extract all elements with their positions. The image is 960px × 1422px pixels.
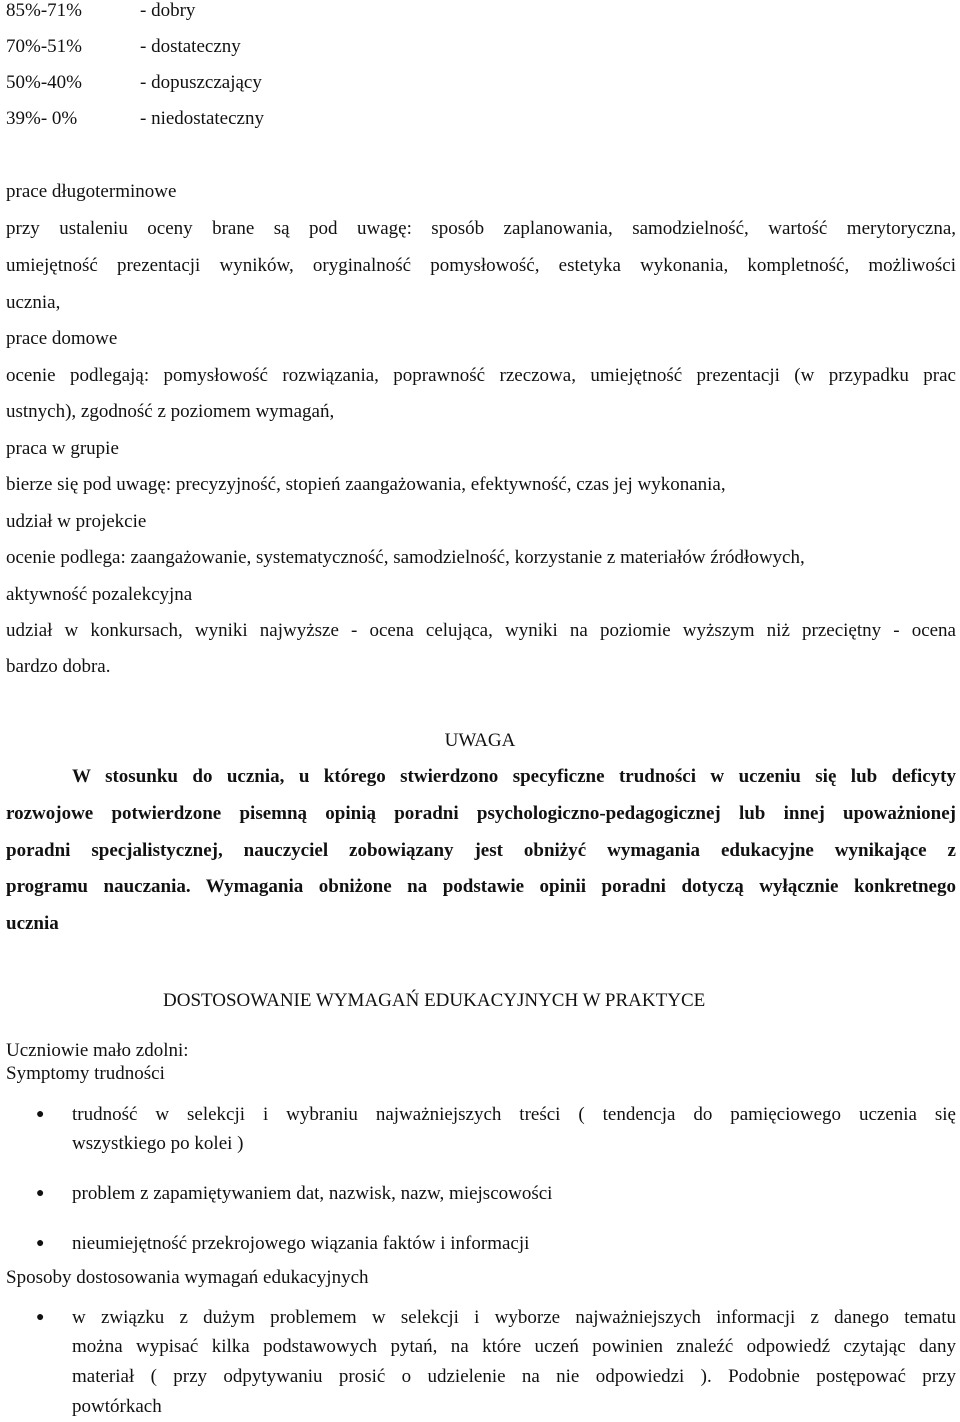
note-line: W stosunku do ucznia, u którego stwierdzono specyficzne trudności w uczeniu się lub deficyty [72, 766, 956, 787]
note-line: poradni specjalistycznej, nauczyciel zobowiązany jest obniżyć wymagania edukacyjne wynikające z [6, 840, 956, 861]
note-line: ucznia [6, 913, 59, 934]
list-item: problem z zapamiętywaniem dat, nazwisk, nazw, miejscowości [72, 1183, 553, 1204]
list-item: wszystkiego po kolei ) [72, 1133, 244, 1154]
section-heading-extracurricular: aktywność pozalekcyjna [6, 584, 193, 605]
list-item: materiał ( przy odpytywaniu prosić o udzielenie na nie odpowiedzi ). Podobnie postępować przy [72, 1366, 956, 1387]
symptoms-heading: Symptomy trudności [6, 1063, 165, 1084]
paragraph-line: ocenie podlegają: pomysłowość rozwiązania, poprawność rzeczowa, umiejętność prezentacji (w przypadku prac [6, 365, 956, 386]
group-heading: Uczniowie mało zdolni: [6, 1040, 189, 1061]
note-line: programu nauczania. Wymagania obniżone na podstawie opinii poradni dotyczą wyłącznie konkretnego [6, 876, 956, 897]
list-item: można wypisać kilka podstawowych pytań, na które uczeń powinien znaleźć odpowiedź czytając dany [72, 1336, 956, 1357]
bullet-icon: ● [36, 1186, 45, 1201]
paragraph-line: udział w konkursach, wyniki najwyższe - ocena celująca, wyniki na poziomie wyższym niż przeciętny - ocena [6, 620, 956, 641]
grade-label: - dobry [140, 0, 196, 21]
grade-range: 70%-51% [6, 36, 82, 57]
list-item: w związku z dużym problemem w selekcji i wyborze najważniejszych informacji z danego tematu [72, 1307, 956, 1328]
section-heading-homework: prace domowe [6, 328, 118, 349]
bullet-icon: ● [36, 1107, 45, 1122]
section-heading-long-term: prace długoterminowe [6, 181, 177, 202]
grade-label: - dostateczny [140, 36, 241, 57]
list-item: trudność w selekcji i wybraniu najważniejszych treści ( tendencja do pamięciowego uczenia się [72, 1104, 956, 1125]
paragraph-line: bierze się pod uwagę: precyzyjność, stopień zaangażowania, efektywność, czas jej wykonania, [6, 474, 726, 495]
methods-heading: Sposoby dostosowania wymagań edukacyjnych [6, 1267, 369, 1288]
section-heading-project: udział w projekcie [6, 511, 147, 532]
grade-range: 50%-40% [6, 72, 82, 93]
paragraph-line: przy ustaleniu oceny brane są pod uwagę: sposób zaplanowania, samodzielność, wartość merytoryczna, [6, 218, 956, 239]
bullet-icon: ● [36, 1236, 45, 1251]
grade-range: 85%-71% [6, 0, 82, 21]
note-heading: UWAGA [444, 730, 516, 751]
paragraph-line: ocenie podlega: zaangażowanie, systematyczność, samodzielność, korzystanie z materiałów źródłowych, [6, 547, 805, 568]
grade-label: - niedostateczny [140, 108, 264, 129]
grade-label: - dopuszczający [140, 72, 262, 93]
paragraph-line: ucznia, [6, 292, 61, 313]
paragraph-line: umiejętność prezentacji wyników, oryginalność pomysłowość, estetyka wykonania, kompletność, możliwości [6, 255, 956, 276]
list-item: powtórkach [72, 1396, 162, 1417]
grade-range: 39%- 0% [6, 108, 78, 129]
paragraph-line: bardzo dobra. [6, 656, 111, 677]
section-heading-group-work: praca w grupie [6, 438, 119, 459]
note-line: rozwojowe potwierdzone pisemną opinią poradni psychologiczno-pedagogicznej lub innej upoważnionej [6, 803, 956, 824]
list-item: nieumiejętność przekrojowego wiązania faktów i informacji [72, 1233, 530, 1254]
paragraph-line: ustnych), zgodność z poziomem wymagań, [6, 401, 335, 422]
adaptation-title: DOSTOSOWANIE WYMAGAŃ EDUKACYJNYCH W PRAKTYCE [163, 990, 706, 1011]
bullet-icon: ● [36, 1310, 45, 1325]
